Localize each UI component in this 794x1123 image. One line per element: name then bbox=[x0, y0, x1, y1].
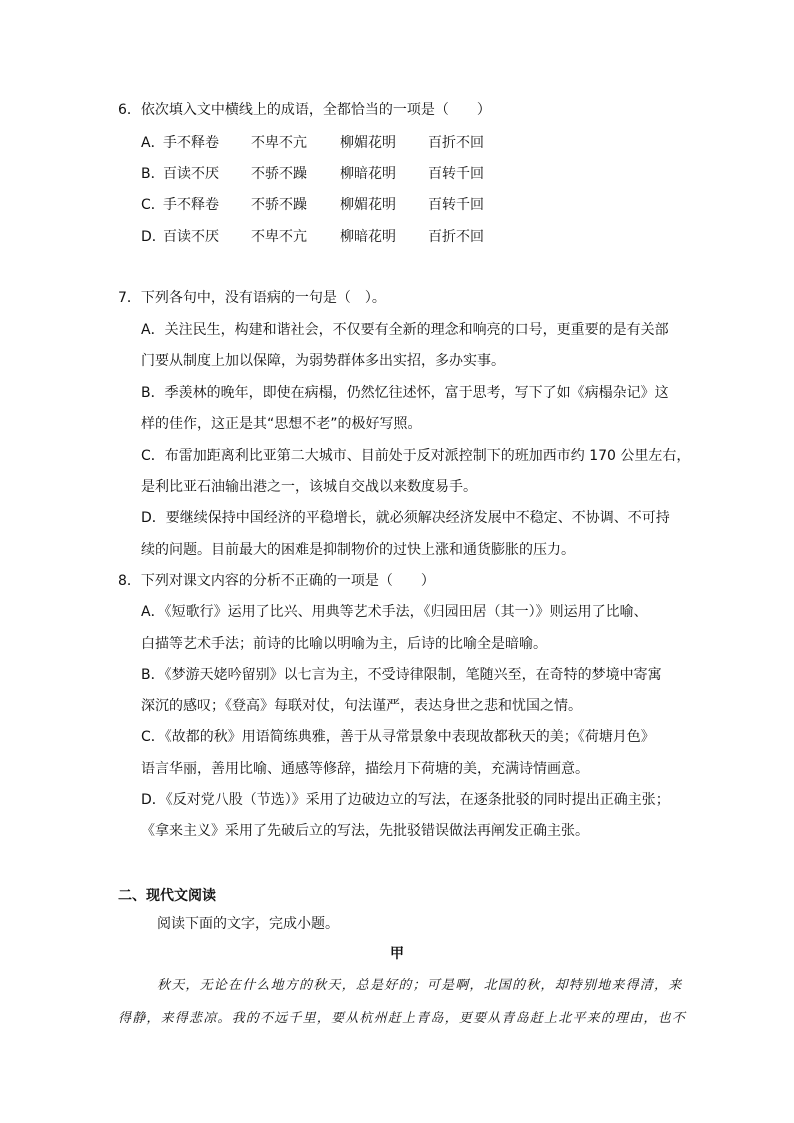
option-label: D． bbox=[141, 229, 166, 245]
q8-line: C．《故都的秋》用语简练典雅，善于从寻常景象中表现故都秋天的美；《荷塘月色》 bbox=[141, 729, 655, 745]
option-word: 柳媚花明 bbox=[340, 197, 396, 213]
q8-line: 深沉的感叹；《登高》每联对仗，句法谨严，表达身世之悲和忧国之情。 bbox=[141, 698, 582, 714]
q7-line: D．要继续保持中国经济的平稳增长，就必须解决经济发展中不稳定、不协调、不可持 bbox=[141, 510, 670, 526]
option-word: 不骄不躁 bbox=[251, 197, 307, 213]
option-word: 百转千回 bbox=[428, 197, 484, 213]
option-word: 手不释卷 bbox=[163, 135, 219, 151]
q7-line: C．布雷加距离利比亚第二大城市、目前处于反对派控制下的班加西市约 170 公里左右， bbox=[141, 448, 691, 464]
option-word: 不卑不亢 bbox=[251, 135, 307, 151]
q7-line: 门要从制度上加以保障，为弱势群体多出实招，多办实事。 bbox=[141, 353, 505, 369]
q7-line: 续的问题。目前最大的困难是抑制物价的过快上涨和通货膨胀的压力。 bbox=[141, 542, 575, 558]
passage-line: 得静，来得悲凉。我的不远千里，要从杭州赶上青岛，更要从青岛赶上北平来的理由，也不 bbox=[118, 1011, 687, 1026]
q7-line: B．季羡林的晚年，即使在病榻，仍然忆往述怀，富于思考，写下了如《病榻杂记》这 bbox=[141, 385, 669, 401]
option-word: 百读不厌 bbox=[163, 166, 219, 182]
q7-line: A．关注民生，构建和谐社会，不仅要有全新的理念和响亮的口号，更重要的是有关部 bbox=[141, 322, 669, 338]
section-title: 二、现代文阅读 bbox=[118, 888, 216, 904]
q8-line: 白描等艺术手法；前诗的比喻以明喻为主，后诗的比喻全是暗喻。 bbox=[141, 636, 547, 652]
option-word: 柳媚花明 bbox=[340, 135, 396, 151]
option-word: 百折不回 bbox=[428, 135, 484, 151]
option-word: 不卑不亢 bbox=[251, 229, 307, 245]
q7-line: 样的佳作，这正是其“思想不老”的极好写照。 bbox=[141, 416, 422, 432]
q7-title: 7．下列各句中，没有语病的一句是（ ）。 bbox=[118, 290, 386, 306]
option-word: 柳暗花明 bbox=[340, 166, 396, 182]
option-label: A． bbox=[141, 135, 165, 151]
passage-label: 甲 bbox=[390, 946, 404, 962]
option-label: C． bbox=[141, 197, 165, 213]
q8-line: 语言华丽，善用比喻、通感等修辞，描绘月下荷塘的美，充满诗情画意。 bbox=[141, 761, 589, 777]
option-word: 不骄不躁 bbox=[251, 166, 307, 182]
q8-line: 《拿来主义》采用了先破后立的写法，先批驳错误做法再阐发正确主张。 bbox=[141, 823, 589, 839]
option-word: 百折不回 bbox=[428, 229, 484, 245]
q8-line: B．《梦游天姥吟留别》以七言为主，不受诗律限制，笔随兴至，在奇特的梦境中寄寓 bbox=[141, 667, 662, 683]
q7-line: 是利比亚石油输出港之一，该城自交战以来数度易手。 bbox=[141, 479, 477, 495]
option-word: 手不释卷 bbox=[163, 197, 219, 213]
q8-line: A．《短歌行》运用了比兴、用典等艺术手法，《归园田居（其一）》则运用了比喻、 bbox=[141, 604, 648, 620]
q8-title: 8．下列对课文内容的分析不正确的一项是（ ） bbox=[118, 573, 435, 589]
option-word: 百转千回 bbox=[428, 166, 484, 182]
option-label: B． bbox=[141, 166, 165, 182]
q6-title: 6．依次填入文中横线上的成语，全都恰当的一项是（ ） bbox=[118, 102, 491, 118]
option-word: 柳暗花明 bbox=[340, 229, 396, 245]
section-intro: 阅读下面的文字，完成小题。 bbox=[157, 916, 339, 932]
option-word: 百读不厌 bbox=[163, 229, 219, 245]
q8-line: D．《反对党八股（节选）》采用了边破边立的写法，在逐条批驳的同时提出正确主张； bbox=[141, 792, 670, 808]
passage-line: 秋天，无论在什么地方的秋天，总是好的；可是啊，北国的秋，却特别地来得清，来 bbox=[157, 978, 683, 993]
